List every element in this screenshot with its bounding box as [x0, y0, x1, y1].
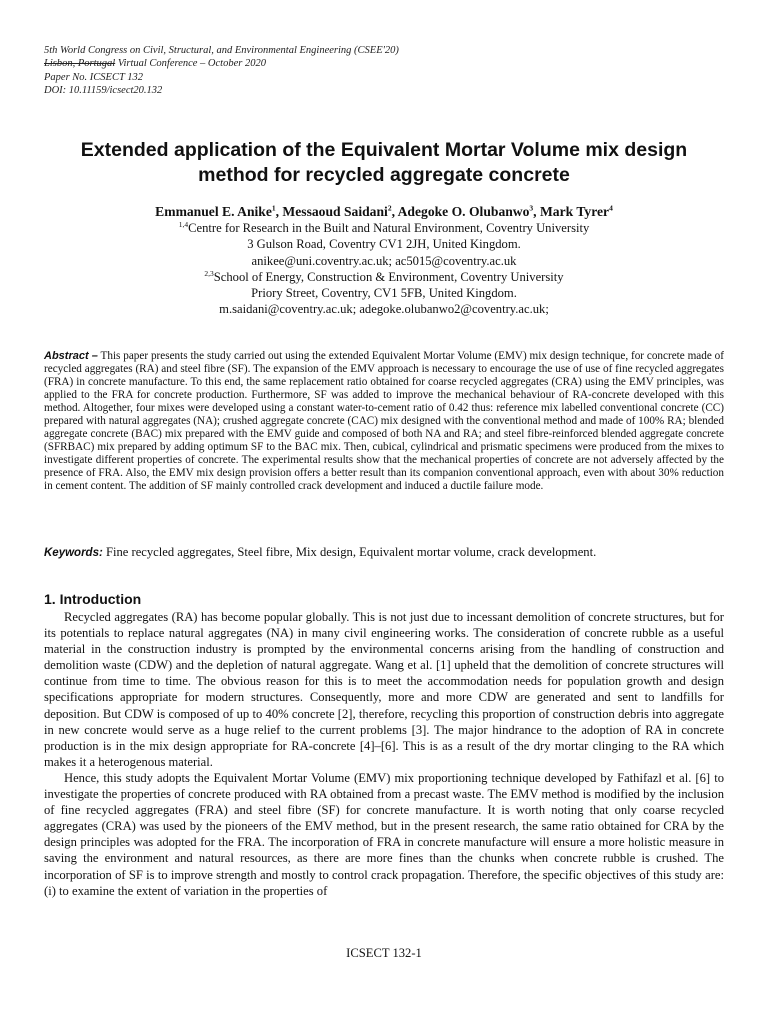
- author-affiliation-mark: 1: [271, 203, 276, 213]
- author-separator: ,: [275, 204, 283, 219]
- author-separator: ,: [533, 204, 540, 219]
- author-name: Adegoke O. Olubanwo: [397, 204, 530, 219]
- affiliation-1-institution: [40, 220, 728, 236]
- affiliation-2-mark: 2,3: [204, 268, 214, 278]
- author-affiliation-mark: 2: [387, 203, 392, 213]
- affiliation-1-address: 3 Gulson Road, Coventry CV1 2JH, United Kingdom.: [247, 237, 521, 252]
- conference-location: [44, 57, 644, 70]
- paper-number: Paper No. ICSECT 132: [44, 71, 143, 83]
- paragraph: Recycled aggregates (RA) has become popular globally. This is not just due to incessant demolition of concrete structures, but for its potentials to replace natural aggregates (NA) in many civil engineering works. The consideration of concrete rubble as a useful material in the construction industry is prompted by the environmental concerns arising from the handling of construction and demolition waste (CDW) and the depletion of natural aggregate. Wang et al. [1] upheld that the demolition of concrete structures will continue from time to time. The obvious reason for this is to meet the accommodation needs for population growth and design specifications appropriate for modern structures. Consequently, more and more CDW are generated and sent to landfills for deposition. But CDW is composed of up to 40% concrete [2], therefore, recycling this proportion of construction debris into aggregate in new concrete would serve as a huge relief to the current problems [3]. The major hindrance to the adoption of RA in concrete production is in the mix design appropriate for RA-concrete [4]–[6]. This is as a result of the dry mortar clinging to the RA which makes it a heterogenous material.: [44, 610, 724, 769]
- page-footer: ICSECT 132-1: [346, 946, 422, 960]
- author-affiliation-mark: 4: [609, 203, 613, 213]
- affiliation-1-name: Centre for Research in the Built and Natural Environment, Coventry University: [188, 221, 590, 235]
- affiliations: [40, 220, 728, 318]
- struck-location: Lisbon, Portugal: [44, 58, 116, 70]
- affiliation-1-emails: anikee@uni.coventry.ac.uk; ac5015@coventry.ac.uk: [251, 253, 517, 268]
- conference-header: [44, 44, 644, 98]
- affiliation-2-name: School of Energy, Construction & Environment, Coventry University: [213, 269, 564, 284]
- author-name: Mark Tyrer: [539, 204, 610, 219]
- keywords-colon: :: [98, 547, 103, 559]
- author-name: Messaoud Saidani: [282, 204, 388, 219]
- author-list: [40, 204, 728, 220]
- paper-title: [40, 138, 728, 187]
- body-text: [44, 609, 724, 899]
- doi: DOI: 10.11159/icsect20.132: [44, 85, 163, 97]
- paragraph: Hence, this study adopts the Equivalent Mortar Volume (EMV) mix proportioning technique developed by Fathifazl et al. [6] to investigate the properties of concrete produced with RA obtained from a precast waste. The EMV method is modified by the inclusion of fine recycled aggregates (FRA) and steel fibre (SF) for concrete manufacture. It is worth noting that only coarse recycled aggregates (CRA) was used by the pioneers of the EMV method, but in the present research, the same ratio obtained for CRA by the design principles was adopted for the FRA. The incorporation of FRA in concrete manufacture will ensure a more holistic measure in saving the environment and natural resources, as there are more fines than the chunks when concrete rubble is crushed. The incorporation of SF is to improve strength and mostly to control crack propagation. Therefore, the specific objectives of this study are: (i) to examine the extent of variation in the properties of: [44, 770, 724, 898]
- virtual-conference-date: Virtual Conference – October 2020: [115, 58, 266, 70]
- abstract-text: This paper presents the study carried out using the extended Equivalent Mortar Volume (EMV) mix design technique, for concrete made of recycled aggregates (RA) and steel fibre (SF). The expansion of the EMV approach is necessary to encourage the use of use of fine recycled aggregates (FRA) in concrete manufacture. To this end, the same replacement ratio obtained for coarse recycled aggregates (CRA) using the EMV principles, was applied to the FRA for concrete production. Furthermore, SF was added to improve the mechanical behaviour of RA-concrete developed with this method. Altogether, four mixes were developed using a constant water-to-cement ratio of 0.42 thus: reference mix labelled conventional concrete (CC) prepared with natural aggregates (NA); crushed aggregate concrete (CAC) mix designed with the conventional method and made of 100% RA; blended aggregate concrete (BAC) mix prepared with the EMV guide and composed of both NA and RA; and steel fibre-reinforced blended aggregate concrete (SFRBAC) mix prepared by adding optimum SF to the BAC mix. Then, cubical, cylindrical and prismatic specimens were produced from the mixes to investigate different properties of concrete. The experimental results show that the mechanical properties of concrete are not adversely affected by the presence of FRA. Also, the EMV mix design provision offers a better result than its companion conventional approach, even with about 30% reduction in cement content. The addition of SF mainly controlled crack development and induced a ductile failure mode.: [44, 350, 724, 493]
- affiliation-2-emails: m.saidani@coventry.ac.uk; adegoke.olubanwo2@coventry.ac.uk;: [219, 302, 549, 317]
- section-heading: 1. Introduction: [44, 591, 142, 607]
- affiliation-2-institution: [40, 269, 728, 285]
- author-affiliation-mark: 3: [529, 203, 534, 213]
- keywords-label: Keywords: [44, 547, 99, 559]
- abstract-label: Abstract –: [44, 350, 98, 362]
- author-name: Emmanuel E. Anike: [155, 204, 272, 219]
- affiliation-1-mark: 1,4: [178, 219, 189, 229]
- abstract: [44, 350, 724, 494]
- title-line-2: method for recycled aggregate concrete: [198, 163, 570, 186]
- affiliation-2-address: Priory Street, Coventry, CV1 5FB, United Kingdom.: [251, 286, 517, 301]
- keywords: [44, 544, 724, 561]
- keywords-text: Fine recycled aggregates, Steel fibre, Mix design, Equivalent mortar volume, crack development.: [102, 545, 597, 559]
- title-line-1: Extended application of the Equivalent Mortar Volume mix design: [80, 139, 688, 161]
- conference-name: 5th World Congress on Civil, Structural, and Environmental Engineering (CSEE'20): [44, 45, 399, 56]
- author-separator: ,: [391, 204, 398, 219]
